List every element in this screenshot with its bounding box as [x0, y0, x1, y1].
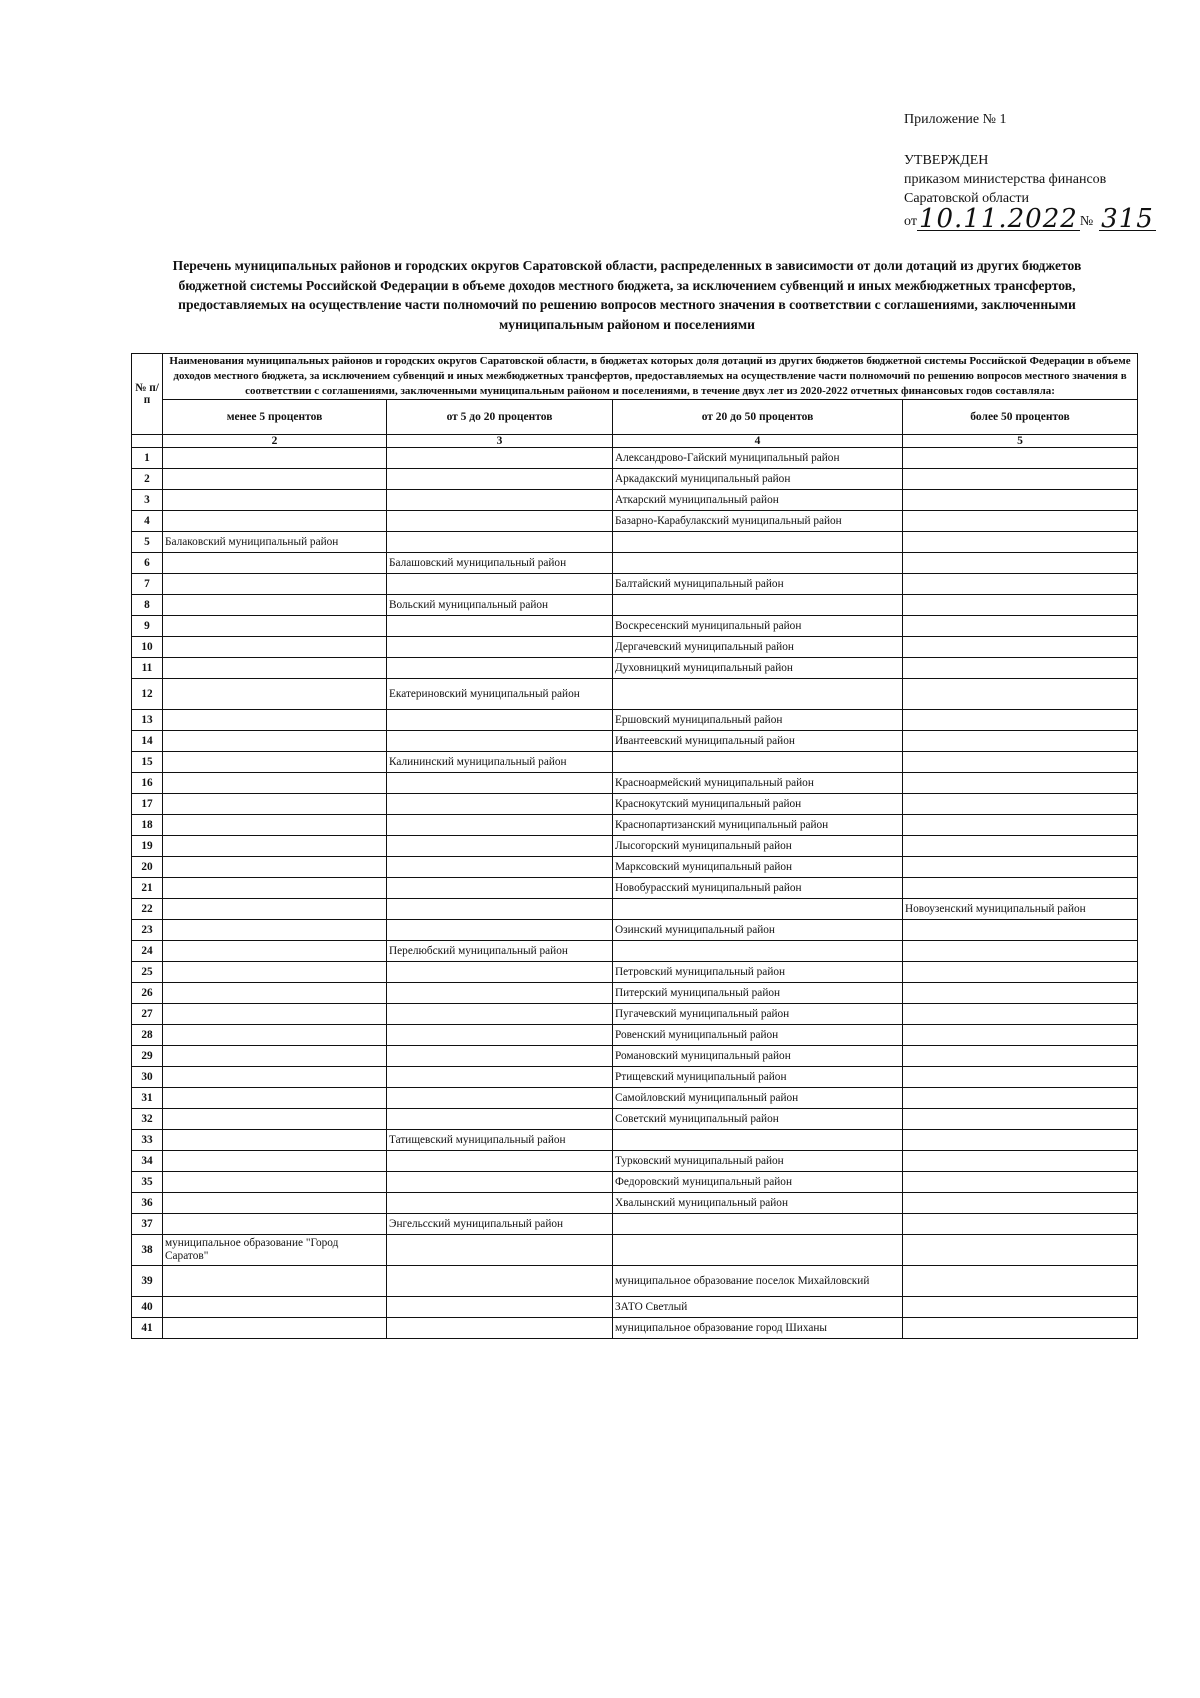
table-row — [132, 1109, 1138, 1130]
table-cell: Аркадакский муниципальный район — [613, 469, 903, 490]
header-over-50: более 50 процентов — [903, 400, 1138, 435]
table-cell: Хвалынский муниципальный район — [613, 1193, 903, 1214]
table-cell — [903, 1193, 1138, 1214]
row-number: 33 — [132, 1130, 163, 1151]
table-cell — [163, 941, 387, 962]
table-row — [132, 1214, 1138, 1235]
table-cell: Дергачевский муниципальный район — [613, 637, 903, 658]
table-cell — [903, 1067, 1138, 1088]
table-cell — [163, 658, 387, 679]
table-cell — [387, 1193, 613, 1214]
table-cell — [903, 752, 1138, 773]
table-cell — [163, 794, 387, 815]
col-number-4: 4 — [613, 435, 903, 448]
row-number: 24 — [132, 941, 163, 962]
table-cell — [903, 679, 1138, 710]
table-cell — [387, 1025, 613, 1046]
table-cell — [163, 574, 387, 595]
table-cell — [387, 490, 613, 511]
row-number: 4 — [132, 511, 163, 532]
table-cell — [387, 1297, 613, 1318]
table-cell — [613, 941, 903, 962]
table-row — [132, 448, 1138, 469]
row-number: 6 — [132, 553, 163, 574]
table-cell — [903, 1297, 1138, 1318]
table-cell — [903, 1046, 1138, 1067]
table-row — [132, 1266, 1138, 1297]
table-cell — [903, 1235, 1138, 1266]
row-number: 8 — [132, 595, 163, 616]
table-row — [132, 941, 1138, 962]
row-number: 10 — [132, 637, 163, 658]
row-number: 1 — [132, 448, 163, 469]
table-cell — [903, 658, 1138, 679]
table-cell: Балашовский муниципальный район — [387, 553, 613, 574]
table-row — [132, 658, 1138, 679]
table-cell — [387, 1151, 613, 1172]
table-row — [132, 1318, 1138, 1339]
order-date-number — [904, 204, 1156, 234]
table-row — [132, 1297, 1138, 1318]
table-cell: Питерский муниципальный район — [613, 983, 903, 1004]
table-row — [132, 616, 1138, 637]
table-cell — [613, 1214, 903, 1235]
row-number: 32 — [132, 1109, 163, 1130]
document-title: Перечень муниципальных районов и городских округов Саратовской области, распределенных в зависимости от доли дотаций из других бюджетов бюджетной системы Российской Федерации в объеме доходов местного бюджета, за исключением субвенций и иных межбюджетных трансфертов, предоставляемых на осуществление части полномочий по решению вопросов местного значения в соответствии с соглашениями, заключенными муниципальным районом и поселениями — [172, 258, 1082, 332]
table-cell — [163, 1025, 387, 1046]
row-number: 23 — [132, 920, 163, 941]
table-cell: Ровенский муниципальный район — [613, 1025, 903, 1046]
table-row — [132, 1193, 1138, 1214]
table-cell: Марксовский муниципальный район — [613, 857, 903, 878]
table-cell — [163, 1151, 387, 1172]
table-row — [132, 962, 1138, 983]
table-cell — [613, 752, 903, 773]
table-cell — [903, 1151, 1138, 1172]
table-cell — [903, 469, 1138, 490]
table-cell: Красноармейский муниципальный район — [613, 773, 903, 794]
municipalities-table — [131, 353, 1138, 1339]
table-cell — [163, 679, 387, 710]
table-cell — [387, 857, 613, 878]
table-cell — [903, 637, 1138, 658]
table-cell — [613, 1130, 903, 1151]
table-cell — [387, 532, 613, 553]
table-cell — [163, 962, 387, 983]
header-20-50: от 20 до 50 процентов — [613, 400, 903, 435]
table-cell — [613, 899, 903, 920]
table-row — [132, 794, 1138, 815]
table-cell — [903, 857, 1138, 878]
table-row — [132, 1025, 1138, 1046]
number-prefix: № — [1079, 214, 1094, 229]
row-number: 34 — [132, 1151, 163, 1172]
col-number-2: 2 — [163, 435, 387, 448]
table-row — [132, 983, 1138, 1004]
table-cell — [387, 448, 613, 469]
row-number: 26 — [132, 983, 163, 1004]
table-cell — [163, 1109, 387, 1130]
table-cell — [163, 731, 387, 752]
table-cell — [163, 1046, 387, 1067]
row-number: 36 — [132, 1193, 163, 1214]
table-cell — [613, 553, 903, 574]
table-cell — [163, 616, 387, 637]
table-cell — [903, 773, 1138, 794]
table-row — [132, 637, 1138, 658]
row-number: 17 — [132, 794, 163, 815]
row-number: 14 — [132, 731, 163, 752]
table-cell — [163, 448, 387, 469]
table-cell: Александрово-Гайский муниципальный район — [613, 448, 903, 469]
table-cell — [163, 511, 387, 532]
table-row — [132, 836, 1138, 857]
table-cell — [163, 637, 387, 658]
table-cell — [387, 1067, 613, 1088]
table-row — [132, 574, 1138, 595]
table-cell — [903, 574, 1138, 595]
table-cell: Балтайский муниципальный район — [613, 574, 903, 595]
row-number: 21 — [132, 878, 163, 899]
table-cell — [387, 731, 613, 752]
table-cell — [903, 616, 1138, 637]
table-row — [132, 773, 1138, 794]
table-row — [132, 1004, 1138, 1025]
table-row — [132, 920, 1138, 941]
table-cell — [387, 574, 613, 595]
table-cell — [387, 511, 613, 532]
order-date: 10.11.2022 — [918, 204, 1078, 234]
table-cell — [387, 878, 613, 899]
table-row — [132, 532, 1138, 553]
table-cell: Петровский муниципальный район — [613, 962, 903, 983]
table-row — [132, 1067, 1138, 1088]
table-cell: Турковский муниципальный район — [613, 1151, 903, 1172]
table-cell — [387, 836, 613, 857]
table-cell — [903, 1088, 1138, 1109]
table-cell — [903, 1266, 1138, 1297]
table-cell — [163, 920, 387, 941]
table-cell — [387, 1004, 613, 1025]
col-number-5: 5 — [903, 435, 1138, 448]
table-cell — [163, 1193, 387, 1214]
table-cell — [613, 1235, 903, 1266]
row-number: 31 — [132, 1088, 163, 1109]
row-number: 20 — [132, 857, 163, 878]
table-cell — [903, 710, 1138, 731]
table-row — [132, 511, 1138, 532]
table-cell: Пугачевский муниципальный район — [613, 1004, 903, 1025]
table-cell — [903, 1130, 1138, 1151]
row-number: 30 — [132, 1067, 163, 1088]
table-cell — [903, 983, 1138, 1004]
table-cell: Екатериновский муниципальный район — [387, 679, 613, 710]
table-cell — [163, 836, 387, 857]
table-cell: Татищевский муниципальный район — [387, 1130, 613, 1151]
table-cell: муниципальное образование город Шиханы — [613, 1318, 903, 1339]
header-5-20: от 5 до 20 процентов — [387, 400, 613, 435]
table-cell: Лысогорский муниципальный район — [613, 836, 903, 857]
table-cell — [387, 616, 613, 637]
table-cell — [903, 595, 1138, 616]
table-cell — [163, 1266, 387, 1297]
header-less-5: менее 5 процентов — [163, 400, 387, 435]
row-number: 37 — [132, 1214, 163, 1235]
table-cell — [163, 1318, 387, 1339]
row-number: 27 — [132, 1004, 163, 1025]
table-cell: Воскресенский муниципальный район — [613, 616, 903, 637]
table-row — [132, 1130, 1138, 1151]
approval-block — [904, 110, 1156, 234]
table-cell: Новоузенский муниципальный район — [903, 899, 1138, 920]
row-number: 29 — [132, 1046, 163, 1067]
table-cell — [387, 1109, 613, 1130]
table-cell — [163, 899, 387, 920]
date-prefix: от — [904, 214, 917, 229]
table-cell: Романовский муниципальный район — [613, 1046, 903, 1067]
row-number: 7 — [132, 574, 163, 595]
table-cell — [387, 773, 613, 794]
table-cell: Краснокутский муниципальный район — [613, 794, 903, 815]
table-cell — [613, 532, 903, 553]
header-group: Наименования муниципальных районов и городских округов Саратовской области, в бюджетах которых доля дотаций из других бюджетов бюджетной системы Российской Федерации в объеме доходов местного бюджета, за исключением субвенций и иных межбюджетных трансфертов, предоставляемых на осуществление части полномочий по решению вопросов местного значения в соответствии с соглашениями, заключенными муниципальным районом и поселениями, в течение двух лет из 2020-2022 отчетных финансовых годов составляла: — [163, 354, 1138, 400]
table-cell: Новобурасский муниципальный район — [613, 878, 903, 899]
table-cell — [163, 710, 387, 731]
table-cell — [387, 1318, 613, 1339]
table-cell: ЗАТО Светлый — [613, 1297, 903, 1318]
table-cell — [163, 857, 387, 878]
table-row — [132, 752, 1138, 773]
row-number: 22 — [132, 899, 163, 920]
row-number: 40 — [132, 1297, 163, 1318]
header-number: № п/п — [132, 354, 163, 435]
table-cell: Вольский муниципальный район — [387, 595, 613, 616]
table-cell — [163, 1130, 387, 1151]
table-cell — [903, 1109, 1138, 1130]
table-cell — [163, 1088, 387, 1109]
table-cell: Советский муниципальный район — [613, 1109, 903, 1130]
table-row — [132, 1172, 1138, 1193]
table-cell: Балаковский муниципальный район — [163, 532, 387, 553]
table-cell — [903, 878, 1138, 899]
table-cell — [163, 1067, 387, 1088]
table-cell — [163, 773, 387, 794]
table-cell — [903, 962, 1138, 983]
row-number: 9 — [132, 616, 163, 637]
table-cell — [903, 794, 1138, 815]
row-number: 11 — [132, 658, 163, 679]
table-cell: Духовницкий муниципальный район — [613, 658, 903, 679]
table-row — [132, 878, 1138, 899]
table-cell — [387, 658, 613, 679]
table-cell: Ивантеевский муниципальный район — [613, 731, 903, 752]
table-row — [132, 679, 1138, 710]
table-cell — [387, 983, 613, 1004]
row-number: 15 — [132, 752, 163, 773]
table-row — [132, 1151, 1138, 1172]
row-number: 41 — [132, 1318, 163, 1339]
table-cell — [903, 815, 1138, 836]
table-cell — [163, 1172, 387, 1193]
table-cell — [903, 490, 1138, 511]
row-number: 2 — [132, 469, 163, 490]
row-number: 5 — [132, 532, 163, 553]
table-cell — [903, 532, 1138, 553]
table-cell: Энгельсский муниципальный район — [387, 1214, 613, 1235]
table-cell: муниципальное образование поселок Михайловский — [613, 1266, 903, 1297]
table-row — [132, 469, 1138, 490]
table-cell — [903, 448, 1138, 469]
table-row — [132, 1046, 1138, 1067]
row-number: 13 — [132, 710, 163, 731]
col-number-3: 3 — [387, 435, 613, 448]
table-cell: Ртищевский муниципальный район — [613, 1067, 903, 1088]
row-number: 39 — [132, 1266, 163, 1297]
table-cell — [163, 553, 387, 574]
order-line-1: приказом министерства финансов — [904, 172, 1107, 187]
table-cell: Калининский муниципальный район — [387, 752, 613, 773]
table-cell: Самойловский муниципальный район — [613, 1088, 903, 1109]
row-number: 38 — [132, 1235, 163, 1266]
table-row — [132, 857, 1138, 878]
appendix-label: Приложение № 1 — [904, 112, 1007, 127]
table-cell — [163, 595, 387, 616]
approved-label: УТВЕРЖДЕН — [904, 153, 989, 168]
table-cell: Аткарский муниципальный район — [613, 490, 903, 511]
table-cell — [903, 1172, 1138, 1193]
table-cell — [903, 941, 1138, 962]
table-row — [132, 490, 1138, 511]
table-cell: Перелюбский муниципальный район — [387, 941, 613, 962]
table-cell — [163, 983, 387, 1004]
table-cell: муниципальное образование "Город Саратов" — [163, 1235, 387, 1266]
table-cell — [387, 710, 613, 731]
table-cell — [903, 836, 1138, 857]
table-row — [132, 1088, 1138, 1109]
row-number: 25 — [132, 962, 163, 983]
table-row — [132, 710, 1138, 731]
table-cell — [163, 878, 387, 899]
table-cell — [163, 469, 387, 490]
table-row — [132, 731, 1138, 752]
table-cell — [903, 1004, 1138, 1025]
table-cell — [163, 1297, 387, 1318]
row-number: 3 — [132, 490, 163, 511]
table-cell — [163, 752, 387, 773]
table-cell — [387, 1266, 613, 1297]
table-cell — [387, 469, 613, 490]
table-cell — [613, 595, 903, 616]
table-cell — [387, 794, 613, 815]
table-cell — [387, 962, 613, 983]
table-cell — [387, 815, 613, 836]
table-row — [132, 553, 1138, 574]
table-cell — [903, 731, 1138, 752]
table-cell: Федоровский муниципальный район — [613, 1172, 903, 1193]
row-number: 12 — [132, 679, 163, 710]
order-number: 315 — [1101, 204, 1154, 234]
table-body — [132, 448, 1138, 1339]
row-number: 28 — [132, 1025, 163, 1046]
table-cell — [163, 490, 387, 511]
row-number: 35 — [132, 1172, 163, 1193]
order-line-2: Саратовской области — [904, 191, 1029, 206]
table-cell — [387, 637, 613, 658]
table-cell — [387, 920, 613, 941]
table-cell — [387, 1235, 613, 1266]
table-cell — [903, 1025, 1138, 1046]
table-cell — [387, 1088, 613, 1109]
table-row — [132, 899, 1138, 920]
row-number: 18 — [132, 815, 163, 836]
table-cell — [387, 899, 613, 920]
table-cell — [903, 1318, 1138, 1339]
table-row — [132, 815, 1138, 836]
table-cell — [903, 920, 1138, 941]
col-number-1 — [132, 435, 163, 448]
table-cell — [387, 1172, 613, 1193]
table-cell: Озинский муниципальный район — [613, 920, 903, 941]
table-cell: Базарно-Карабулакский муниципальный район — [613, 511, 903, 532]
row-number: 16 — [132, 773, 163, 794]
table-cell — [163, 815, 387, 836]
table-cell — [903, 511, 1138, 532]
table-cell: Ершовский муниципальный район — [613, 710, 903, 731]
table-cell — [613, 679, 903, 710]
table-cell — [903, 553, 1138, 574]
row-number: 19 — [132, 836, 163, 857]
table-row — [132, 1235, 1138, 1266]
table-row — [132, 595, 1138, 616]
table-cell — [387, 1046, 613, 1067]
table-cell — [163, 1004, 387, 1025]
table-cell: Краснопартизанский муниципальный район — [613, 815, 903, 836]
table-cell — [163, 1214, 387, 1235]
table-cell — [903, 1214, 1138, 1235]
